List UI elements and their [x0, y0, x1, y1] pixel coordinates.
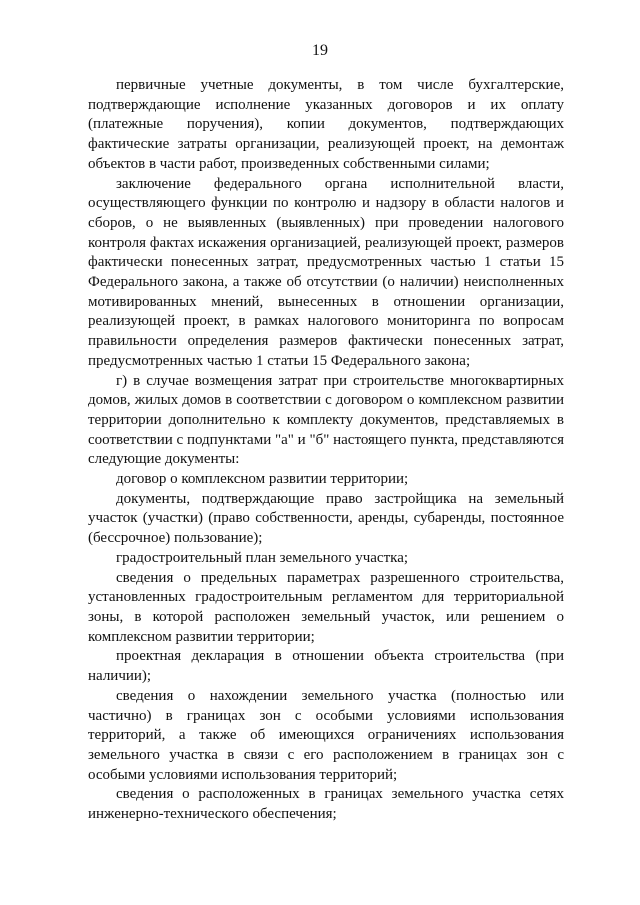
paragraph-construction-parameters: сведения о предельных параметрах разрешенного строительства, установленных градостроительным регламентом для территориальной зоны, в которой расположен земельный участок, или решением о комплексном развитии территории;: [88, 569, 564, 645]
paragraph-project-declaration: проектная декларация в отношении объекта строительства (при наличии);: [88, 648, 564, 685]
paragraph-urban-plan: градостроительный план земельного участка;: [116, 549, 409, 566]
paragraph-engineering-networks: сведения о расположенных в границах земельного участка сетях инженерно-технического обеспечения;: [88, 786, 564, 823]
page-number: 19: [312, 42, 328, 59]
paragraph-special-zones: сведения о нахождении земельного участка (полностью или частично) в границах зон с особыми условиями использования территорий, а также об имеющихся ограничениях использования земельного участка в связи с его расположением в границах зон с особыми условиями использования территорий;: [88, 687, 564, 783]
document-body: [88, 76, 564, 825]
paragraph-item-g: г) в случае возмещения затрат при строительстве многоквартирных домов, жилых домов в соответствии с договором о комплексном развитии территории дополнительно к комплекту документов, представляемых в соответствии с подпунктами "а" и "б" настоящего пункта, представляются следующие документы:: [88, 372, 564, 468]
paragraph-development-agreement: договор о комплексном развитии территории;: [116, 471, 409, 488]
paragraph-tax-authority-conclusion: заключение федерального органа исполнительной власти, осуществляющего функции по контролю и надзору в области налогов и сборов, о не выявленных (выявленных) при проведении налогового контроля фактах искажения организацией, реализующей проект, размеров фактически понесенных затрат, предусмотренных частью 1 статьи 15 Федерального закона, а также об отсутствии (о наличии) неисполненных мотивированных мнений, вынесенных в отношении организации, реализующей проект, в рамках налогового мониторинга по вопросам правильности определения размеров фактически понесенных затрат, предусмотренных частью 1 статьи 15 Федерального закона;: [88, 175, 564, 369]
paragraph-land-rights: документы, подтверждающие право застройщика на земельный участок (участки) (право собственности, аренды, субаренды, постоянное (бессрочное) пользование);: [88, 490, 564, 547]
paragraph-primary-documents: первичные учетные документы, в том числе бухгалтерские, подтверждающие исполнение указанных договоров и их оплату (платежные поручения), копии документов, подтверждающих фактические затраты организации, реализующей проект, на демонтаж объектов в части работ, произведенных собственными силами;: [88, 77, 564, 172]
